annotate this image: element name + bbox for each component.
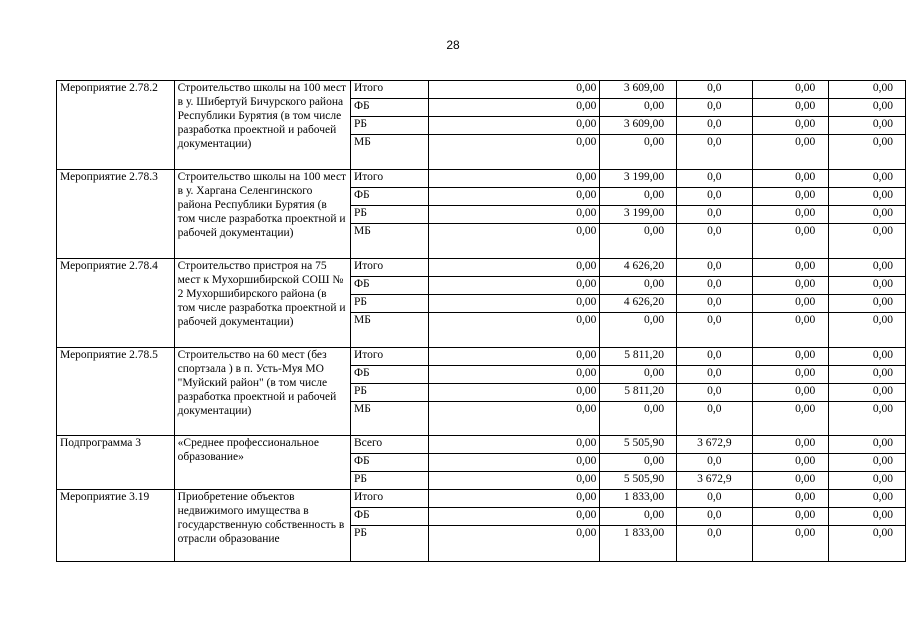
- amount-cell: 4 626,20: [600, 259, 677, 277]
- amount-cell: 0,00: [829, 472, 906, 490]
- amount-cell: 0,0: [677, 295, 753, 313]
- funding-source-cell: МБ: [350, 402, 428, 436]
- amount-cell: 0,00: [829, 206, 906, 224]
- amount-cell: 0,00: [428, 117, 600, 135]
- funding-source-cell: РБ: [350, 472, 428, 490]
- amount-cell: 3 672,9: [677, 436, 753, 454]
- amount-cell: 0,0: [677, 188, 753, 206]
- amount-cell: 0,00: [428, 348, 600, 366]
- amount-cell: 0,00: [428, 259, 600, 277]
- amount-cell: 5 505,90: [600, 472, 677, 490]
- amount-cell: 0,00: [829, 99, 906, 117]
- amount-cell: 0,0: [677, 170, 753, 188]
- amount-cell: 1 833,00: [600, 526, 677, 562]
- amount-cell: 0,00: [428, 295, 600, 313]
- amount-cell: 0,00: [600, 277, 677, 295]
- funding-source-cell: ФБ: [350, 99, 428, 117]
- amount-cell: 0,00: [428, 206, 600, 224]
- funding-source-cell: МБ: [350, 224, 428, 259]
- program-name-cell: Мероприятие 3.19: [57, 490, 175, 562]
- amount-cell: 0,00: [428, 135, 600, 170]
- program-description-cell: Строительство школы на 100 мест в у. Шибертуй Бичурского района Республики Бурятия (в том числе разработка проектной и рабочей документации): [174, 81, 350, 170]
- amount-cell: 0,0: [677, 99, 753, 117]
- amount-cell: 0,00: [428, 472, 600, 490]
- amount-cell: 0,0: [677, 277, 753, 295]
- amount-cell: 0,00: [428, 384, 600, 402]
- amount-cell: 0,0: [677, 81, 753, 99]
- amount-cell: 0,00: [600, 454, 677, 472]
- amount-cell: 0,0: [677, 384, 753, 402]
- amount-cell: 0,00: [428, 99, 600, 117]
- table-row: [57, 81, 906, 99]
- amount-cell: 0,00: [829, 224, 906, 259]
- amount-cell: 0,00: [752, 170, 829, 188]
- amount-cell: 0,00: [752, 472, 829, 490]
- amount-cell: 0,00: [428, 402, 600, 436]
- amount-cell: 4 626,20: [600, 295, 677, 313]
- amount-cell: 0,00: [829, 508, 906, 526]
- amount-cell: 0,00: [428, 277, 600, 295]
- funding-source-cell: ФБ: [350, 277, 428, 295]
- amount-cell: 0,00: [428, 526, 600, 562]
- amount-cell: 0,00: [752, 117, 829, 135]
- amount-cell: 0,00: [600, 99, 677, 117]
- amount-cell: 0,00: [752, 99, 829, 117]
- funding-source-cell: Итого: [350, 348, 428, 366]
- amount-cell: 0,00: [829, 313, 906, 348]
- amount-cell: 0,00: [428, 436, 600, 454]
- amount-cell: 0,00: [829, 366, 906, 384]
- program-name-cell: Мероприятие 2.78.4: [57, 259, 175, 348]
- funding-source-cell: РБ: [350, 526, 428, 562]
- program-name-cell: Подпрограмма 3: [57, 436, 175, 490]
- amount-cell: 0,00: [752, 454, 829, 472]
- amount-cell: 1 833,00: [600, 490, 677, 508]
- amount-cell: 0,00: [829, 295, 906, 313]
- amount-cell: 0,0: [677, 313, 753, 348]
- amount-cell: 0,00: [600, 366, 677, 384]
- funding-source-cell: Всего: [350, 436, 428, 454]
- amount-cell: 0,0: [677, 348, 753, 366]
- amount-cell: 3 609,00: [600, 81, 677, 99]
- funding-source-cell: ФБ: [350, 454, 428, 472]
- amount-cell: 0,00: [829, 188, 906, 206]
- funding-source-cell: Итого: [350, 81, 428, 99]
- program-description-cell: Строительство школы на 100 мест в у. Харгана Селенгинского района Республики Бурятия (в том числе разработка проектной и рабочей документации): [174, 170, 350, 259]
- amount-cell: 0,00: [428, 224, 600, 259]
- amount-cell: 0,00: [428, 366, 600, 384]
- amount-cell: 0,00: [428, 508, 600, 526]
- amount-cell: 0,00: [829, 402, 906, 436]
- amount-cell: 0,0: [677, 454, 753, 472]
- funding-source-cell: МБ: [350, 135, 428, 170]
- program-name-cell: Мероприятие 2.78.5: [57, 348, 175, 436]
- table-row: [57, 170, 906, 188]
- funding-source-cell: ФБ: [350, 366, 428, 384]
- amount-cell: 0,00: [752, 188, 829, 206]
- amount-cell: 0,0: [677, 259, 753, 277]
- funding-source-cell: МБ: [350, 313, 428, 348]
- amount-cell: 0,00: [752, 259, 829, 277]
- amount-cell: 5 505,90: [600, 436, 677, 454]
- budget-table: [56, 80, 906, 562]
- amount-cell: 0,0: [677, 117, 753, 135]
- amount-cell: 0,0: [677, 366, 753, 384]
- amount-cell: 5 811,20: [600, 384, 677, 402]
- funding-source-cell: ФБ: [350, 188, 428, 206]
- table-row: [57, 348, 906, 366]
- program-name-cell: Мероприятие 2.78.3: [57, 170, 175, 259]
- page-number: 28: [446, 38, 460, 52]
- amount-cell: 0,00: [829, 436, 906, 454]
- amount-cell: 0,0: [677, 135, 753, 170]
- funding-source-cell: РБ: [350, 117, 428, 135]
- program-description-cell: «Среднее профессиональное образование»: [174, 436, 350, 490]
- table-row: [57, 259, 906, 277]
- amount-cell: 0,00: [829, 81, 906, 99]
- funding-source-cell: Итого: [350, 259, 428, 277]
- amount-cell: 5 811,20: [600, 348, 677, 366]
- amount-cell: 0,00: [829, 259, 906, 277]
- amount-cell: 0,00: [829, 117, 906, 135]
- funding-source-cell: ФБ: [350, 508, 428, 526]
- program-description-cell: Строительство пристроя на 75 мест к Мухоршибирской СОШ № 2 Мухоршибирского района (в том числе разработка проектной и рабочей документации): [174, 259, 350, 348]
- amount-cell: 0,00: [600, 224, 677, 259]
- amount-cell: 0,0: [677, 508, 753, 526]
- amount-cell: 0,00: [600, 313, 677, 348]
- amount-cell: 3 609,00: [600, 117, 677, 135]
- amount-cell: 0,00: [428, 454, 600, 472]
- amount-cell: 0,00: [752, 436, 829, 454]
- amount-cell: 0,0: [677, 402, 753, 436]
- amount-cell: 0,00: [600, 402, 677, 436]
- amount-cell: 0,00: [752, 224, 829, 259]
- amount-cell: 0,00: [752, 384, 829, 402]
- amount-cell: 3 199,00: [600, 170, 677, 188]
- amount-cell: 0,00: [752, 366, 829, 384]
- amount-cell: 0,00: [600, 135, 677, 170]
- program-description-cell: Строительство на 60 мест (без спортзала ) в п. Усть-Муя МО "Муйский район" (в том числе разработка проектной и рабочей документации): [174, 348, 350, 436]
- amount-cell: 0,00: [829, 384, 906, 402]
- amount-cell: 0,00: [752, 526, 829, 562]
- amount-cell: 0,00: [829, 454, 906, 472]
- amount-cell: 0,00: [829, 277, 906, 295]
- funding-source-cell: РБ: [350, 384, 428, 402]
- amount-cell: 0,00: [752, 348, 829, 366]
- amount-cell: 0,00: [428, 188, 600, 206]
- program-description-cell: Приобретение объектов недвижимого имущества в государственную собственность в отрасли образование: [174, 490, 350, 562]
- amount-cell: 0,00: [829, 135, 906, 170]
- amount-cell: 0,00: [428, 313, 600, 348]
- amount-cell: 0,0: [677, 490, 753, 508]
- amount-cell: 0,00: [752, 313, 829, 348]
- funding-source-cell: РБ: [350, 295, 428, 313]
- amount-cell: 0,00: [428, 170, 600, 188]
- program-name-cell: Мероприятие 2.78.2: [57, 81, 175, 170]
- funding-source-cell: Итого: [350, 170, 428, 188]
- table-row: [57, 490, 906, 508]
- amount-cell: 3 199,00: [600, 206, 677, 224]
- amount-cell: 0,00: [600, 188, 677, 206]
- amount-cell: 0,00: [829, 526, 906, 562]
- amount-cell: 0,00: [829, 490, 906, 508]
- amount-cell: 0,00: [829, 170, 906, 188]
- amount-cell: 0,00: [752, 490, 829, 508]
- amount-cell: 0,00: [829, 348, 906, 366]
- amount-cell: 3 672,9: [677, 472, 753, 490]
- amount-cell: 0,00: [428, 490, 600, 508]
- amount-cell: 0,00: [752, 135, 829, 170]
- amount-cell: 0,00: [752, 295, 829, 313]
- amount-cell: 0,0: [677, 526, 753, 562]
- amount-cell: 0,00: [428, 81, 600, 99]
- amount-cell: 0,00: [752, 277, 829, 295]
- funding-source-cell: Итого: [350, 490, 428, 508]
- amount-cell: 0,0: [677, 224, 753, 259]
- table-row: [57, 436, 906, 454]
- amount-cell: 0,00: [752, 508, 829, 526]
- amount-cell: 0,00: [600, 508, 677, 526]
- amount-cell: 0,0: [677, 206, 753, 224]
- funding-source-cell: РБ: [350, 206, 428, 224]
- amount-cell: 0,00: [752, 81, 829, 99]
- amount-cell: 0,00: [752, 402, 829, 436]
- amount-cell: 0,00: [752, 206, 829, 224]
